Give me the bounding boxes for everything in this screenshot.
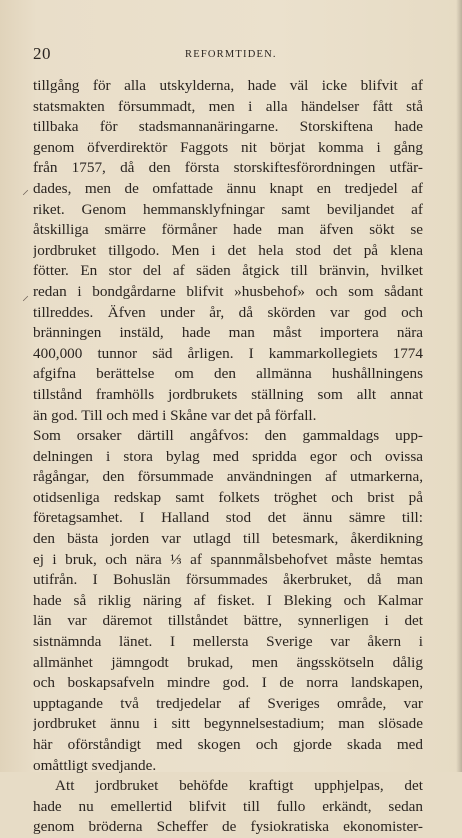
text-line: här oförståndigt med skogen och gjorde skada med [33, 736, 423, 753]
text-line: jordbruket ännu i sitt begynnelsestadium; man slösade [33, 715, 423, 733]
text-line: tillreddes. Äfven under år, då skörden var god och [33, 303, 423, 321]
text-line: redan i bondgårdarne blifvit »husbehof» och som sådant [33, 282, 423, 300]
text-line: dades, men de omfattade ännu knapt en tredjedel af [33, 179, 423, 197]
text-line: län var däremot tillståndet bättre, synnerligen i det [33, 612, 423, 630]
page-edge-shadow [456, 0, 462, 772]
text-line: Att jordbruket behöfde kraftigt upphjelpas, det [55, 777, 423, 795]
text-line: otidsenliga redskap samt folkets tröghet och brist på [33, 488, 423, 506]
margin-mark: ⸝ [22, 183, 29, 198]
text-line: fötter. En stor del af säden åtgick till bränvin, hvilket [33, 262, 423, 280]
page-header [33, 44, 423, 64]
text-line: allmänhet jämngodt brukad, men ängsskötseln dålig [33, 653, 423, 671]
text-line: tillstånd framhölls jordbrukets ställning som allt annat [33, 385, 423, 403]
text-line: delningen i stora bylag med spridda egor och ovissa [33, 447, 423, 465]
text-line: omåttligt svedjande. [33, 756, 157, 774]
text-line: tillbaka för stadsmannanäringarne. Storskiftena hade [33, 118, 423, 136]
running-head: REFORMTIDEN. [185, 49, 277, 60]
text-line: utifrån. I Bohuslän försummades åkerbruket, då man [33, 571, 423, 589]
text-line: statsmakten försummadt, men i alla händelser fått stå [33, 97, 423, 115]
text-line: jordbruket tillgodo. Men i det hela stod det på klena [33, 241, 423, 259]
text-line: företagsamhet. I Halland stod det ännu sämre till: [33, 509, 423, 527]
text-line: den bästa jorden var utlagd till betesmark, åkerdikning [33, 530, 423, 548]
text-line: riket. Genom hemmansklyfningar samt beviljandet af [33, 200, 423, 218]
text-line: afgifna berättelse om den allmänna hushållningens [33, 365, 423, 383]
text-line: hade nu emellertid blifvit till fullo erkändt, sedan [33, 797, 423, 815]
text-line: ej i bruk, och nära ⅓ af spannmålsbehofvet måste hemtas [33, 550, 423, 568]
text-line: och boskapsafveln mindre god. I de norra landskapen, [33, 674, 423, 692]
text-line: sistnämnda länet. I mellersta Sverige var åkern i [33, 633, 423, 651]
text-line: upptagande två tredjedelar af Sveriges område, var [33, 694, 423, 712]
body-text [33, 76, 423, 838]
text-line: rågångar, den försummade användningen af utmarkerna, [33, 468, 423, 486]
text-line: bränningen instäld, hade man måst importera nära [33, 324, 423, 342]
text-line: 400,000 tunnor säd årligen. I kammarkollegiets 1774 [33, 344, 423, 362]
text-line: hade så riklig näring af fisket. I Bleking och Kalmar [33, 591, 423, 609]
margin-mark: ⸝ [22, 289, 29, 304]
text-line: Som orsaker därtill angåfvos: den gammaldags upp- [33, 427, 423, 445]
text-line: från 1757, då den första storskiftesförordningen utfär- [33, 159, 423, 177]
text-line: genom bröderna Scheffer de fysiokratiska ekonomister- [33, 818, 423, 836]
text-line: åtskilliga smärre förmåner hade man äfven sökt se [33, 221, 423, 239]
text-line: tillgång för alla utskylderna, hade väl icke blifvit af [33, 77, 423, 94]
text-line: genom öfverdirektör Faggots nit börjat komma i gång [33, 138, 423, 156]
text-line: än god. Till och med i Skåne var det på förfall. [33, 406, 317, 424]
page-number: 20 [33, 44, 51, 63]
